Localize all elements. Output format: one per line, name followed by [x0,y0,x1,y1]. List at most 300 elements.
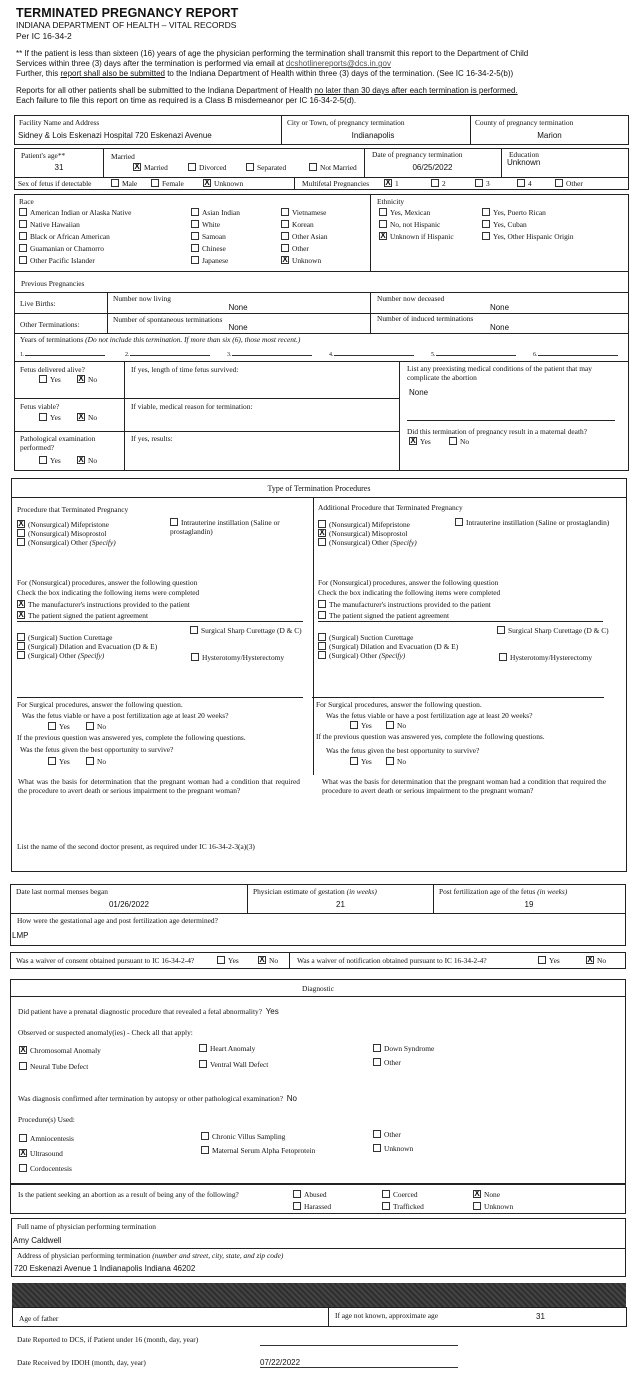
race-option[interactable] [19,244,104,253]
anomaly-label: Observed or suspected anomaly(ies) - Check all that apply: [18,1028,193,1037]
race-option[interactable] [191,256,228,265]
option-label: Male [122,179,138,188]
checkbox[interactable] [538,956,546,964]
ethnicity-option[interactable] [379,232,454,241]
race-option[interactable] [19,220,80,229]
now-deceased-field[interactable]: None [489,303,510,312]
checkbox[interactable] [48,722,56,730]
checkbox[interactable]: X [18,611,24,619]
seeking-option-coerced[interactable] [382,1190,418,1199]
checkbox[interactable] [39,456,47,464]
diag-procedure-option[interactable] [19,1149,63,1158]
option-label: Yes [228,956,239,965]
checkbox[interactable] [17,651,25,659]
label-text: Post fertilization age of the fetus [439,887,538,896]
checkbox[interactable] [318,633,326,641]
option-label: Yes [59,722,70,731]
checkbox[interactable] [19,208,27,216]
lmp-field[interactable]: 01/26/2022 [108,900,150,909]
fetus-viable-yes[interactable] [39,413,61,422]
checkbox[interactable] [17,633,25,641]
path-results-label: If yes, results: [131,434,173,443]
facility-name-label: Facility Name and Address [19,118,100,127]
option-label: Yes [361,721,372,730]
checkbox[interactable] [19,256,27,264]
option-label: Native Hawaiian [30,220,80,229]
multifetal-option-1[interactable] [384,179,399,188]
left-surgical-suction[interactable] [17,633,112,642]
checkbox[interactable]: X [259,956,265,964]
notice-line: Each failure to file this report on time as required is a Class B misdemeanor per IC 16-34-2-5(d). [16,96,357,105]
right-nonsurgical-misoprostol[interactable] [318,529,408,538]
now-living-field[interactable]: None [228,303,248,312]
county-field[interactable]: Marion [537,131,562,140]
ethnicity-option[interactable] [379,208,430,217]
checkbox[interactable]: X [20,1046,26,1054]
checkbox[interactable]: X [410,437,416,445]
option-label: Intrauterine instillation (Saline or prostaglandin) [466,518,610,527]
checkbox[interactable] [482,232,490,240]
maternal-death-no[interactable] [449,437,469,446]
checkbox[interactable] [379,220,387,228]
ethnicity-option[interactable] [482,220,527,229]
race-option[interactable] [281,256,321,265]
seeking-option-none[interactable] [473,1190,500,1199]
race-option[interactable] [191,220,220,229]
year-slot-1[interactable] [20,347,105,360]
multifetal-option-other[interactable] [555,179,583,188]
checkbox[interactable] [191,220,199,228]
physician-address-section [11,1248,626,1277]
slot-number: 5. [431,352,436,358]
checkbox[interactable]: X [474,1190,480,1198]
checkbox[interactable]: X [587,956,593,964]
option-label: No [88,456,98,465]
year-slot-3[interactable] [227,347,312,360]
option-label: Female [162,179,184,188]
idoh-date-field[interactable]: 07/22/2022 [260,1358,458,1368]
checkbox[interactable] [475,179,483,187]
married-option-divorced[interactable] [188,163,227,172]
consent-waiver-label: Was a waiver of consent obtained pursuant to IC 16-34-2-4? [16,956,195,965]
checkbox[interactable]: X [385,179,391,187]
option-label: No [88,413,98,422]
race-option[interactable] [19,232,110,241]
checkbox[interactable] [191,232,199,240]
option-label: The patient signed the patient agreement [28,611,149,620]
checkbox[interactable] [246,163,254,171]
left-previous-yes-instruction: If the previous question was answered yes, complete the following questions. [17,733,246,742]
notice-text: Reports for all other patients shall be submitted to the Indiana Department of Health [16,86,315,95]
checkbox[interactable]: X [282,256,288,264]
checkbox[interactable]: X [18,520,24,528]
race-option[interactable] [281,220,314,229]
checkbox[interactable] [201,1146,209,1154]
checkbox[interactable] [482,208,490,216]
waivers-section [10,952,626,969]
second-doctor-field[interactable] [17,852,607,866]
checkbox[interactable] [281,220,289,228]
right-best-opportunity-no[interactable] [386,757,406,766]
fetus-alive-yes[interactable] [39,375,61,384]
fetus-alive-no[interactable] [77,375,97,384]
diag-procedure-option[interactable] [373,1144,413,1153]
checkbox[interactable] [373,1144,381,1152]
married-option-separated[interactable] [246,163,286,172]
checkbox[interactable] [281,232,289,240]
seeking-option-abused[interactable] [293,1190,327,1199]
notice-text: Further, this [16,69,61,78]
option-label: No [597,956,607,965]
option-label: No [97,757,107,766]
anomaly-option[interactable] [19,1046,101,1055]
termination-date-field[interactable]: 06/25/2022 [412,163,453,172]
option-label: Chinese [202,244,226,253]
diag-procedure-option[interactable] [373,1130,401,1139]
option-label: Down Syndrome [384,1044,435,1053]
diag-procedure-option[interactable] [19,1134,74,1143]
right-surgical-other[interactable] [318,651,405,660]
right-viable-20wk-no[interactable] [386,721,406,730]
multifetal-option-4[interactable] [517,179,532,188]
gestation-section [10,884,626,946]
right-best-opportunity-yes[interactable] [350,757,372,766]
specify-hint: (Specify) [390,538,417,547]
checkbox[interactable] [350,757,358,765]
redacted-bar [12,1283,626,1307]
checkbox[interactable] [86,757,94,765]
preexisting-conditions-label: List any preexisting medical conditions of the patient that may complicate the abortion [407,364,592,382]
sex-option-unknown[interactable] [203,179,243,188]
checkbox[interactable]: X [78,375,84,383]
checkbox[interactable] [191,244,199,252]
left-nonsurgical-mifepristone[interactable] [17,520,109,529]
year-slot-5[interactable] [431,347,516,360]
checkbox[interactable]: X [380,232,386,240]
checkbox[interactable] [497,626,505,634]
now-living-label: Number now living [113,294,171,303]
patient-age-field[interactable]: 31 [54,163,64,172]
induced-label: Number of induced terminations [377,314,474,323]
checkbox[interactable] [318,600,326,608]
race-option[interactable] [19,256,95,265]
notification-waiver-no[interactable] [586,956,606,965]
left-sharp-curettage[interactable] [190,626,302,635]
left-best-opportunity-no[interactable] [86,757,106,766]
viable-reason-label: If viable, medical reason for termination: [131,402,253,411]
left-manufacturer-instructions[interactable] [17,600,190,609]
option-label: Japanese [202,256,229,265]
post-fertilization-field[interactable]: 19 [524,900,534,909]
checkbox[interactable] [191,256,199,264]
checkbox[interactable] [19,1164,27,1172]
option-label: American Indian or Alaska Native [30,208,132,217]
diag-procedure-option[interactable] [201,1132,285,1141]
second-doctor-label: List the name of the second doctor present, as required under IC 16-34-2-3(a)(3) [17,842,255,851]
checkbox[interactable] [293,1190,301,1198]
procedure-left-title: Procedure that Terminated Pregnancy [17,505,129,514]
option-label: Yes [50,413,61,422]
question-text: Did patient have a prenatal diagnostic procedure that revealed a fetal abnormality? [18,1007,262,1016]
checkbox[interactable] [318,611,326,619]
ethnicity-option[interactable] [482,208,546,217]
confirmed-answer[interactable]: No [286,1094,297,1103]
years-of-terminations-label [20,335,300,344]
termination-date-label: Date of pregnancy termination [372,150,463,159]
checkbox[interactable] [473,1202,481,1210]
option-label: Yes [50,456,61,465]
option-label: Harassed [304,1202,332,1211]
checkbox[interactable] [19,232,27,240]
diag-procedure-option[interactable] [201,1146,321,1155]
sex-option-male[interactable] [111,179,137,188]
option-label: Samoan [202,232,226,241]
anomaly-option[interactable] [19,1062,88,1071]
checkbox[interactable] [39,413,47,421]
dcs-email-link[interactable]: dcshotlinereports@dcs.in.gov [285,59,391,68]
checkbox[interactable] [281,244,289,252]
prenatal-diagnostic-answer[interactable]: Yes [265,1007,279,1016]
checkbox[interactable] [190,626,198,634]
consent-waiver-yes[interactable] [217,956,239,965]
checkbox[interactable] [86,722,94,730]
statute-reference: Per IC 16-34-2 [16,31,72,41]
checkbox[interactable] [19,220,27,228]
year-slot-2[interactable] [125,347,210,360]
checkbox[interactable] [318,538,326,546]
year-slot-4[interactable] [329,347,414,360]
married-option-married[interactable] [133,163,168,172]
agency-name: INDIANA DEPARTMENT OF HEALTH – VITAL RECORDS [16,20,237,30]
label-unit: (in weeks) [346,887,377,896]
checkbox[interactable] [170,518,178,526]
right-nonsurgical-other[interactable] [318,538,417,547]
label-unit: (in weeks) [537,887,568,896]
gestation-estimate-field[interactable]: 21 [336,900,345,909]
checkbox[interactable] [373,1058,381,1066]
ethnicity-option[interactable] [482,232,574,241]
checkbox[interactable] [482,220,490,228]
path-exam-no[interactable] [77,456,97,465]
race-option[interactable] [19,208,131,217]
multifetal-option-2[interactable] [431,179,446,188]
checkbox[interactable]: X [204,179,210,187]
fetus-viable-no[interactable] [77,413,97,422]
left-basis-question: What was the basis for determination that the pregnant woman had a condition that required the procedure to avert death or serious impairment to the pregnant woman? [18,777,300,795]
checkbox[interactable] [199,1060,207,1068]
notice-line [16,59,621,69]
checkbox[interactable] [449,437,457,445]
dcs-date-field[interactable] [260,1336,458,1346]
anomaly-option[interactable] [373,1058,401,1067]
option-label: (Nonsurgical) Mifepristone [329,520,410,529]
anomaly-option[interactable] [199,1044,255,1053]
right-patient-agreement[interactable] [318,611,449,620]
seeking-option-trafficked[interactable] [382,1202,424,1211]
left-nonsurgical-other[interactable] [17,538,116,547]
father-approx-age-field[interactable]: 31 [536,1312,545,1321]
option-label: (Surgical) Dilation and Evacuation (D & E) [329,642,459,651]
checkbox[interactable] [151,179,159,187]
option-label: (Surgical) Dilation and Evacuation (D & E) [28,642,158,651]
option-label: Unknown [214,179,244,188]
right-hysterotomy[interactable] [499,653,592,662]
left-patient-agreement[interactable] [17,611,148,620]
anomaly-option[interactable] [373,1044,434,1053]
checkbox[interactable] [309,163,317,171]
checkbox[interactable] [555,179,563,187]
multifetal-option-3[interactable] [475,179,490,188]
checkbox[interactable] [318,642,326,650]
checkbox[interactable] [39,375,47,383]
now-deceased-label: Number now deceased [377,294,445,303]
checkbox[interactable]: X [78,413,84,421]
race-option[interactable] [191,244,226,253]
checkbox[interactable] [17,642,25,650]
checkbox[interactable] [350,721,358,729]
option-label: Trafficked [393,1202,424,1211]
notice-text: Services within three (3) days after the termination is performed via email at [16,59,286,68]
checkbox[interactable] [19,1134,27,1142]
city-field[interactable]: Indianapolis [351,131,395,140]
right-manufacturer-instructions[interactable] [318,600,491,609]
race-option[interactable] [281,244,309,253]
left-best-opportunity-yes[interactable] [48,757,70,766]
left-nonsurgical-misoprostol[interactable] [17,529,107,538]
checkbox[interactable] [293,1202,301,1210]
education-field[interactable]: Unknown [507,158,541,167]
anomaly-option[interactable] [199,1060,268,1069]
checkbox[interactable] [386,757,394,765]
checkbox[interactable] [19,244,27,252]
city-label: City or Town, of pregnancy termination [287,118,405,127]
seeking-option-unknown[interactable] [473,1202,513,1211]
right-intrauterine-instillation[interactable] [455,518,620,527]
consent-waiver-no[interactable] [258,956,278,965]
ethnicity-label: Ethnicity [377,197,405,206]
seeking-question: Is the patient seeking an abortion as a result of being any of the following? [18,1190,239,1199]
checkbox[interactable] [201,1132,209,1140]
checkbox[interactable]: X [78,456,84,464]
checkbox[interactable] [17,538,25,546]
checkbox[interactable]: X [20,1149,26,1157]
left-surgical-d-and-e[interactable] [17,642,157,651]
right-viable-20wk-yes[interactable] [350,721,372,730]
physician-name-field[interactable]: Amy Caldwell [13,1236,62,1245]
notice-text: to the Indiana Department of Health within three (3) days of the termination. (See IC 16-34-2-5(b)) [164,69,514,78]
right-surgical-suction[interactable] [318,633,413,642]
checkbox[interactable] [111,179,119,187]
checkbox[interactable] [455,518,463,526]
left-surgical-question: For Surgical procedures, answer the following question. [17,700,183,709]
left-intrauterine-instillation[interactable] [170,518,302,536]
option-label: Surgical Sharp Curettage (D & C) [508,626,609,635]
maternal-death-yes[interactable] [409,437,431,446]
checkbox[interactable] [199,1044,207,1052]
checkbox[interactable] [318,520,326,528]
ethnicity-option[interactable] [379,220,440,229]
option-label: Yes [549,956,560,965]
married-option-not-married[interactable] [309,163,357,172]
option-label: Other [566,179,583,188]
notification-waiver-yes[interactable] [538,956,560,965]
checkbox[interactable] [499,653,507,661]
seeking-option-harassed[interactable] [293,1202,331,1211]
checkbox[interactable] [382,1202,390,1210]
checkbox[interactable] [191,208,199,216]
father-age-label: Age of father [19,1314,59,1323]
option-label: (Nonsurgical) Misoprostol [329,529,408,538]
option-label: Yes [59,757,70,766]
sex-option-female[interactable] [151,179,184,188]
checkbox[interactable] [17,529,25,537]
checkbox[interactable] [19,1062,27,1070]
left-surgical-other[interactable] [17,651,104,660]
checkbox[interactable] [431,179,439,187]
race-option[interactable] [191,232,226,241]
specify-hint: (Specify) [89,538,116,547]
option-label: White [202,220,221,229]
race-option[interactable] [191,208,240,217]
induced-field[interactable]: None [489,323,510,332]
right-surgical-d-and-e[interactable] [318,642,458,651]
how-determined-field[interactable]: LMP [12,931,29,940]
left-nonsurgical-question: For (Nonsurgical) procedures, answer the following question [17,578,198,587]
option-label: Yes [420,437,431,446]
checkbox[interactable]: X [18,600,24,608]
checkbox[interactable] [386,721,394,729]
checkbox[interactable] [382,1190,390,1198]
spontaneous-label: Number of spontaneous terminations [113,315,223,324]
left-viable-20wk-no[interactable] [86,722,106,731]
checkbox[interactable]: X [134,163,140,171]
checkbox[interactable] [281,208,289,216]
checkbox[interactable] [517,179,525,187]
notice-line: ** If the patient is less than sixteen (16) years of age the physician performing the termination shall transmit this report to the Department of Child [16,49,529,58]
checkbox[interactable] [373,1130,381,1138]
option-label: Black or African American [30,232,110,241]
race-option[interactable] [281,208,326,217]
year-slot-6[interactable] [533,347,618,360]
left-hysterotomy[interactable] [191,653,284,662]
checkbox[interactable] [191,653,199,661]
confirmed-question [18,1094,297,1104]
procedures-used-label: Procedure(s) Used: [18,1115,75,1124]
option-label: Yes, Mexican [390,208,431,217]
checkbox[interactable] [373,1044,381,1052]
diagnostic-section [10,979,626,1185]
checkbox[interactable]: X [319,529,325,537]
spontaneous-field[interactable]: None [228,323,248,332]
facility-name-field[interactable]: Sidney & Lois Eskenazi Hospital 720 Eskenazi Avenue [18,131,212,140]
checkbox[interactable] [48,757,56,765]
right-nonsurgical-mifepristone[interactable] [318,520,410,529]
checkbox[interactable] [318,651,326,659]
right-sharp-curettage[interactable] [497,626,625,635]
pathological-exam-label: Pathological examination performed? [20,434,96,452]
path-exam-yes[interactable] [39,456,61,465]
physician-address-field[interactable]: 720 Eskenazi Avenue 1 Indianapolis Indiana 46202 [14,1264,196,1273]
checkbox[interactable] [188,163,196,171]
checkbox[interactable] [217,956,225,964]
married-label: Married [111,152,135,161]
left-viable-20wk-yes[interactable] [48,722,70,731]
diag-procedure-option[interactable] [19,1164,72,1173]
preexisting-conditions-field[interactable]: None [409,388,429,397]
race-option[interactable] [281,232,328,241]
checkbox[interactable] [379,208,387,216]
option-label: Maternal Serum Alpha Fetoprotein [212,1146,316,1155]
